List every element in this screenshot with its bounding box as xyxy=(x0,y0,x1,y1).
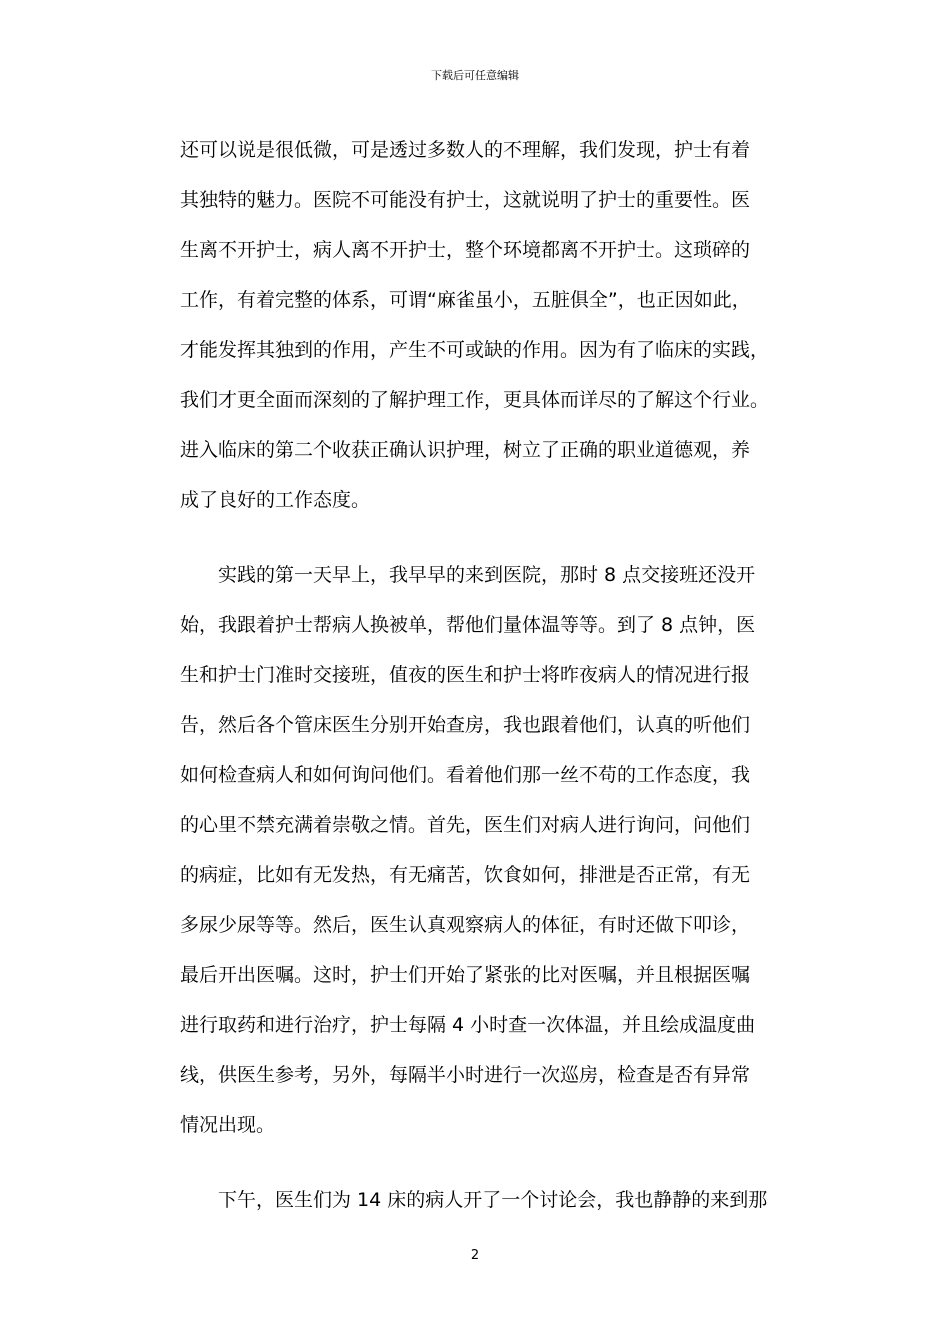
text-line: 告，然后各个管床医生分别开始查房，我也跟着他们，认真的听他们 xyxy=(180,714,751,736)
text-line: 下午，医生们为 14 床的病人开了一个讨论会，我也静静的来到那 xyxy=(218,1189,768,1211)
page-header: 下载后可任意编辑 xyxy=(431,69,519,82)
text-line: 工作，有着完整的体系，可谓“麻雀虽小，五脏俱全”，也正因如此， xyxy=(180,289,751,311)
text-line: 线，供医生参考，另外，每隔半小时进行一次巡房，检查是否有异常 xyxy=(180,1064,751,1086)
paragraph-3 xyxy=(180,1183,780,1233)
text-line: 才能发挥其独到的作用，产生不可或缺的作用。因为有了临床的实践， xyxy=(180,339,770,361)
text-line: 成了良好的工作态度。 xyxy=(180,489,371,511)
text-line: 多尿少尿等等。然后，医生认真观察病人的体征，有时还做下叩诊， xyxy=(180,914,751,936)
text-line: 生和护士门准时交接班，值夜的医生和护士将昨夜病人的情况进行报 xyxy=(180,664,751,686)
text-line: 实践的第一天早上，我早早的来到医院，那时 8 点交接班还没开 xyxy=(218,564,756,586)
text-line: 进入临床的第二个收获正确认识护理，树立了正确的职业道德观，养 xyxy=(180,439,751,461)
page-number: 2 xyxy=(470,1248,480,1263)
text-line: 的心里不禁充满着崇敬之情。首先，医生们对病人进行询问，问他们 xyxy=(180,814,751,836)
text-line: 情况出现。 xyxy=(180,1114,276,1136)
text-line: 还可以说是很低微，可是透过多数人的不理解，我们发现，护士有着 xyxy=(180,139,751,161)
paragraph-2 xyxy=(180,558,780,1158)
paragraph-gap xyxy=(180,533,780,558)
text-line: 的病症，比如有无发热，有无痛苦，饮食如何，排泄是否正常，有无 xyxy=(180,864,751,886)
text-line: 如何检查病人和如何询问他们。看着他们那一丝不苟的工作态度，我 xyxy=(180,764,751,786)
body-text xyxy=(180,133,780,1233)
text-line: 最后开出医嘱。这时，护士们开始了紧张的比对医嘱，并且根据医嘱 xyxy=(180,964,751,986)
text-line: 始，我跟着护士帮病人换被单，帮他们量体温等等。到了 8 点钟，医 xyxy=(180,614,756,636)
paragraph-gap xyxy=(180,1158,780,1183)
text-line: 我们才更全面而深刻的了解护理工作，更具体而详尽的了解这个行业。 xyxy=(180,389,770,411)
text-line: 其独特的魅力。医院不可能没有护士，这就说明了护士的重要性。医 xyxy=(180,189,751,211)
text-line: 生离不开护士，病人离不开护士，整个环境都离不开护士。这琐碎的 xyxy=(180,239,751,261)
paragraph-1 xyxy=(180,133,780,533)
text-line: 进行取药和进行治疗，护士每隔 4 小时查一次体温，并且绘成温度曲 xyxy=(180,1014,756,1036)
